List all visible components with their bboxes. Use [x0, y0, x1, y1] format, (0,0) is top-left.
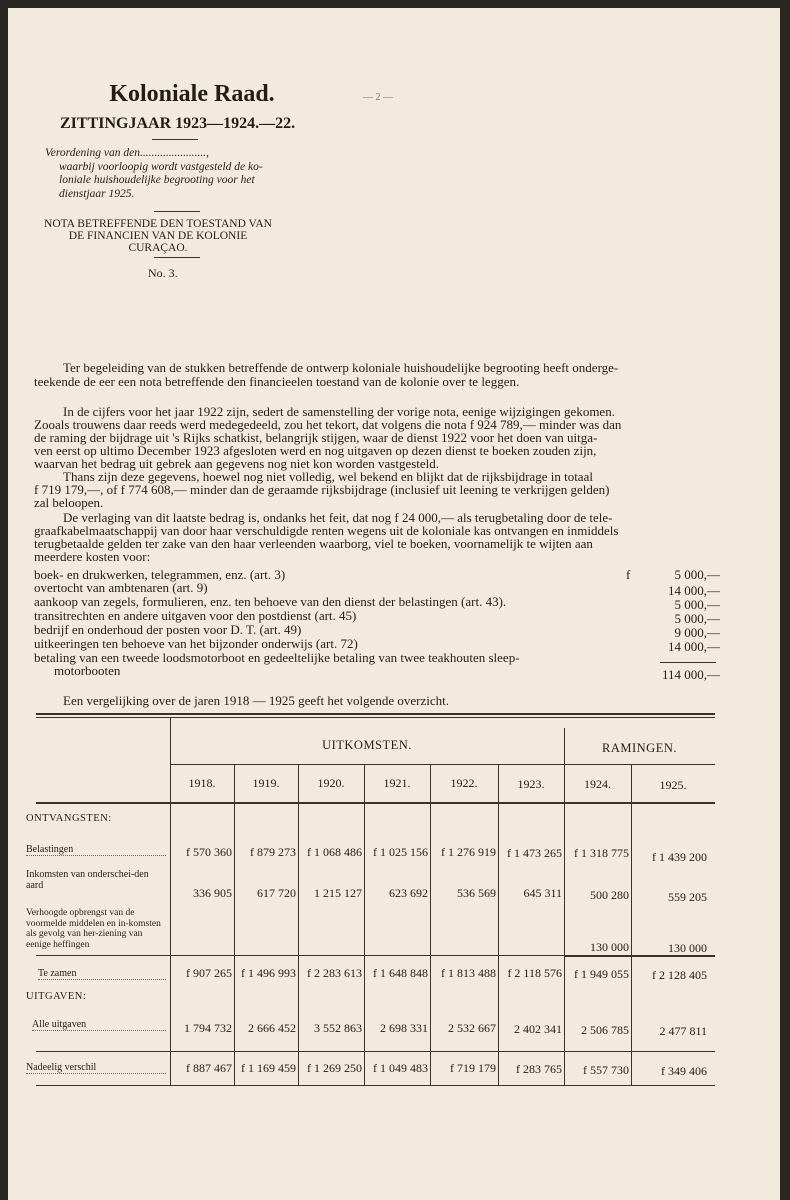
sum-rule: [660, 662, 716, 663]
cost-item-amount: 14 000,—: [668, 583, 720, 598]
paragraph-vergelijking: Een vergelijking over de jaren 1918 — 1925 geeft het volgende overzicht.: [63, 693, 450, 708]
table-cell: 130 000: [590, 940, 629, 954]
group-header-ramingen: RAMINGEN.: [602, 741, 677, 755]
table-cell: f 719 179: [450, 1061, 496, 1075]
cost-item-label: transitrechten en andere uitgaven voor den postdienst (art. 45): [34, 608, 357, 623]
row-label: Te zamen: [38, 968, 166, 980]
row-label: Nadeelig verschil: [26, 1062, 166, 1074]
cost-item-amount: 14 000,—: [668, 639, 720, 654]
table-cell: 2 666 452: [248, 1021, 296, 1035]
section-heading-ontvangsten: ONTVANGSTEN:: [26, 813, 112, 824]
table-cell: f 1 648 848: [373, 966, 428, 980]
table-top-rule: [36, 717, 715, 718]
verordening-line: waarbij voorloopig wordt vastgesteld de ko-: [59, 160, 263, 173]
cost-list: [34, 568, 742, 688]
cost-item-label: betaling van een tweede loodsmotorboot en gedeeltelijke betaling van twee teakhouten sleep-: [34, 650, 520, 665]
column-rule: [298, 764, 299, 1085]
table-cell: f 2 128 405: [652, 968, 707, 982]
document-title: Koloniale Raad.: [109, 81, 275, 107]
column-rule: [364, 764, 365, 1085]
cost-item-amount: 5 000,—: [674, 597, 720, 612]
table-cell: f 1 269 250: [307, 1061, 362, 1075]
text-line: Zooals trouwens daar reeds werd medegedeeld, zou het tekort, dat volgens die nota f 924 789,— minder was dan: [34, 417, 622, 432]
year-header: 1924.: [584, 777, 611, 791]
year-header: 1925.: [659, 778, 687, 792]
table-cell: 645 311: [523, 886, 562, 900]
table-cell: 1 215 127: [314, 886, 362, 900]
table-top-rule: [36, 713, 715, 715]
year-header: 1921.: [383, 776, 411, 790]
verordening-line: Verordening van den.......................,: [45, 147, 209, 159]
row-label: Belastingen: [26, 844, 166, 856]
table-cell: f 1 496 993: [241, 966, 296, 980]
cost-item-amount: 9 000,—: [674, 625, 720, 640]
cost-item-label: motorbooten: [54, 663, 121, 678]
year-header: 1920.: [317, 776, 345, 790]
text-line: Thans zijn deze gegevens, hoewel nog niet volledig, wel bekend en blijkt dat de rijksbijdrage in totaal: [63, 469, 593, 484]
text-line: de raming der bijdrage uit 's Rijks schatkist, belangrijk stijgen, waar de dienst 1922 voor het doen van uitga-: [34, 430, 598, 445]
column-rule: [430, 764, 431, 1085]
nota-number: No. 3.: [148, 266, 178, 280]
table-cell: 2 698 331: [380, 1021, 428, 1035]
cost-item-label: uitkeeringen ten behoeve van het bijzonder onderwijs (art. 72): [34, 636, 358, 651]
text-line: zal beloopen.: [34, 495, 104, 510]
cost-item-amount: 5 000,—: [674, 567, 720, 582]
nota-line: DE FINANCIEN VAN DE KOLONIE: [68, 230, 248, 242]
sum-rule: [565, 955, 715, 957]
table-cell: f 1 025 156: [373, 845, 428, 859]
table-cell: f 570 360: [186, 845, 232, 859]
table-cell: 336 905: [193, 886, 232, 900]
table-cell: f 557 730: [583, 1063, 629, 1077]
year-header: 1919.: [252, 776, 280, 790]
table-cell: 559 205: [668, 890, 707, 904]
text-line: meerdere kosten voor:: [34, 549, 151, 564]
cost-item: [34, 608, 742, 626]
table-cell: f 1 049 483: [373, 1061, 428, 1075]
table-bottom-rule: [36, 1085, 715, 1086]
cost-item: [34, 636, 742, 654]
divider: [154, 211, 200, 212]
nota-heading: [43, 218, 273, 254]
cost-item: [34, 663, 742, 682]
table-cell: f 1 949 055: [574, 967, 629, 981]
text-line: teekende de eer een nota betreffende den financieelen toestand van de kolonie over te leggen.: [34, 374, 520, 389]
column-rule: [234, 764, 235, 1085]
text-line: waarvan het bedrag uit gebrek aan gegevens nog niet kon worden vastgesteld.: [34, 456, 440, 471]
cost-item-label: overtocht van ambtenaren (art. 9): [34, 580, 208, 595]
table-row-rule: [36, 1051, 715, 1052]
table-cell: 2 402 341: [514, 1022, 562, 1036]
text-line: In de cijfers voor het jaar 1922 zijn, sedert de samenstelling der vorige nota, eenige wijzigingen gekomen.: [63, 404, 615, 419]
table-cell: f 879 273: [250, 845, 296, 859]
verordening-line: loniale huishoudelijke begrooting voor het: [59, 174, 255, 186]
text-line: graafkabelmaatschappij van door haar verschuldigde renten wegens uit de koloniale kas ontvangen en inmiddels: [34, 523, 619, 538]
table-cell: 3 552 863: [314, 1021, 362, 1035]
table-cell: f 1 276 919: [441, 845, 496, 859]
table-cell: f 1 473 265: [507, 846, 562, 860]
row-label: Verhoogde opbrengst van de voormelde middelen en in-komsten als gevolg van her-ziening van eenige heffingen: [26, 908, 161, 950]
year-header: 1922.: [450, 776, 478, 790]
table-cell: 623 692: [389, 886, 428, 900]
text-line: De verlaging van dit laatste bedrag is, ondanks het feit, dat nog f 24 000,— als terugbetaling door de tele-: [63, 510, 613, 525]
column-rule: [631, 764, 632, 1085]
year-header: 1918.: [188, 776, 216, 790]
column-rule: [170, 717, 171, 1085]
session-year: ZITTINGJAAR 1923—1924.—22.: [60, 115, 296, 132]
table-cell: 2 532 667: [448, 1021, 496, 1035]
table-cell: 2 477 811: [659, 1024, 707, 1038]
cost-item-label: bedrijf en onderhoud der posten voor D. T. (art. 49): [34, 622, 302, 637]
column-rule: [498, 764, 499, 1085]
nota-line: NOTA BETREFFENDE DEN TOESTAND VAN: [44, 218, 272, 230]
cost-item: [34, 651, 742, 664]
table-cell: f 349 406: [661, 1064, 707, 1078]
document-page: [8, 8, 780, 1200]
year-header: 1923.: [517, 777, 545, 791]
table-cell: f 1 813 488: [441, 966, 496, 980]
text-line: ven eerst op ultimo December 1923 afgesloten werd en nog uitgaven op dezen dienst te boeken zouden zijn,: [34, 443, 597, 458]
table-cell: f 887 467: [186, 1061, 232, 1075]
table-cell: f 283 765: [516, 1062, 562, 1076]
table-header-rule: [170, 764, 715, 765]
faint-page-header: — 2 —: [363, 92, 393, 103]
table-cell: 536 569: [457, 886, 496, 900]
cost-item: [34, 622, 742, 640]
cost-item-amount: 5 000,—: [674, 611, 720, 626]
text-line: f 719 179,—, of f 774 608,— minder dan de geraamde rijksbijdrage (inclusief uit leening te verkrijgen gelden): [34, 482, 610, 497]
row-label: Inkomsten van onderschei-den aard: [26, 869, 149, 891]
verordening-block: [45, 147, 273, 201]
table-cell: 617 720: [257, 886, 296, 900]
table-cell: f 2 118 576: [507, 966, 562, 980]
cost-item-label: aankoop van zegels, formulieren, enz. ten behoeve van den dienst der belastingen (art. 43).: [34, 594, 507, 609]
row-label: Alle uitgaven: [32, 1019, 166, 1031]
cost-item: [34, 594, 742, 612]
table-cell: 1 794 732: [184, 1021, 232, 1035]
text-line: terugbetaalde gelden ter zake van den haar verleenden waarborg, viel te boeken, voornamelijk te wijten aan: [34, 536, 593, 551]
divider: [154, 257, 200, 258]
comparison-table: [8, 708, 780, 1088]
section-heading-uitgaven: UITGAVEN:: [26, 991, 87, 1002]
table-cell: f 1 169 459: [241, 1061, 296, 1075]
text-line: Ter begeleiding van de stukken betreffende de ontwerp koloniale huishoudelijke begrooting heeft onderge-: [63, 360, 619, 375]
currency-sign: f: [626, 567, 631, 582]
group-header-uitkomsten: UITKOMSTEN.: [322, 738, 412, 752]
table-cell: f 1 068 486: [307, 845, 362, 859]
table-cell: 130 000: [668, 941, 707, 955]
table-cell: f 907 265: [186, 966, 232, 980]
table-cell: f 2 283 613: [307, 966, 362, 980]
nota-line: CURAÇAO.: [128, 242, 188, 254]
table-header-rule: [36, 802, 715, 804]
table-cell: 2 506 785: [581, 1023, 629, 1037]
table-cell: 500 280: [590, 888, 629, 902]
table-cell: f 1 318 775: [574, 846, 629, 860]
cost-item-label: boek- en drukwerken, telegrammen, enz. (art. 3): [34, 567, 286, 582]
verordening-line: dienstjaar 1925.: [59, 187, 135, 200]
cost-total-amount: 114 000,—: [661, 667, 720, 682]
table-cell: f 1 439 200: [652, 850, 707, 864]
divider: [152, 139, 198, 140]
cost-item: [34, 580, 742, 598]
